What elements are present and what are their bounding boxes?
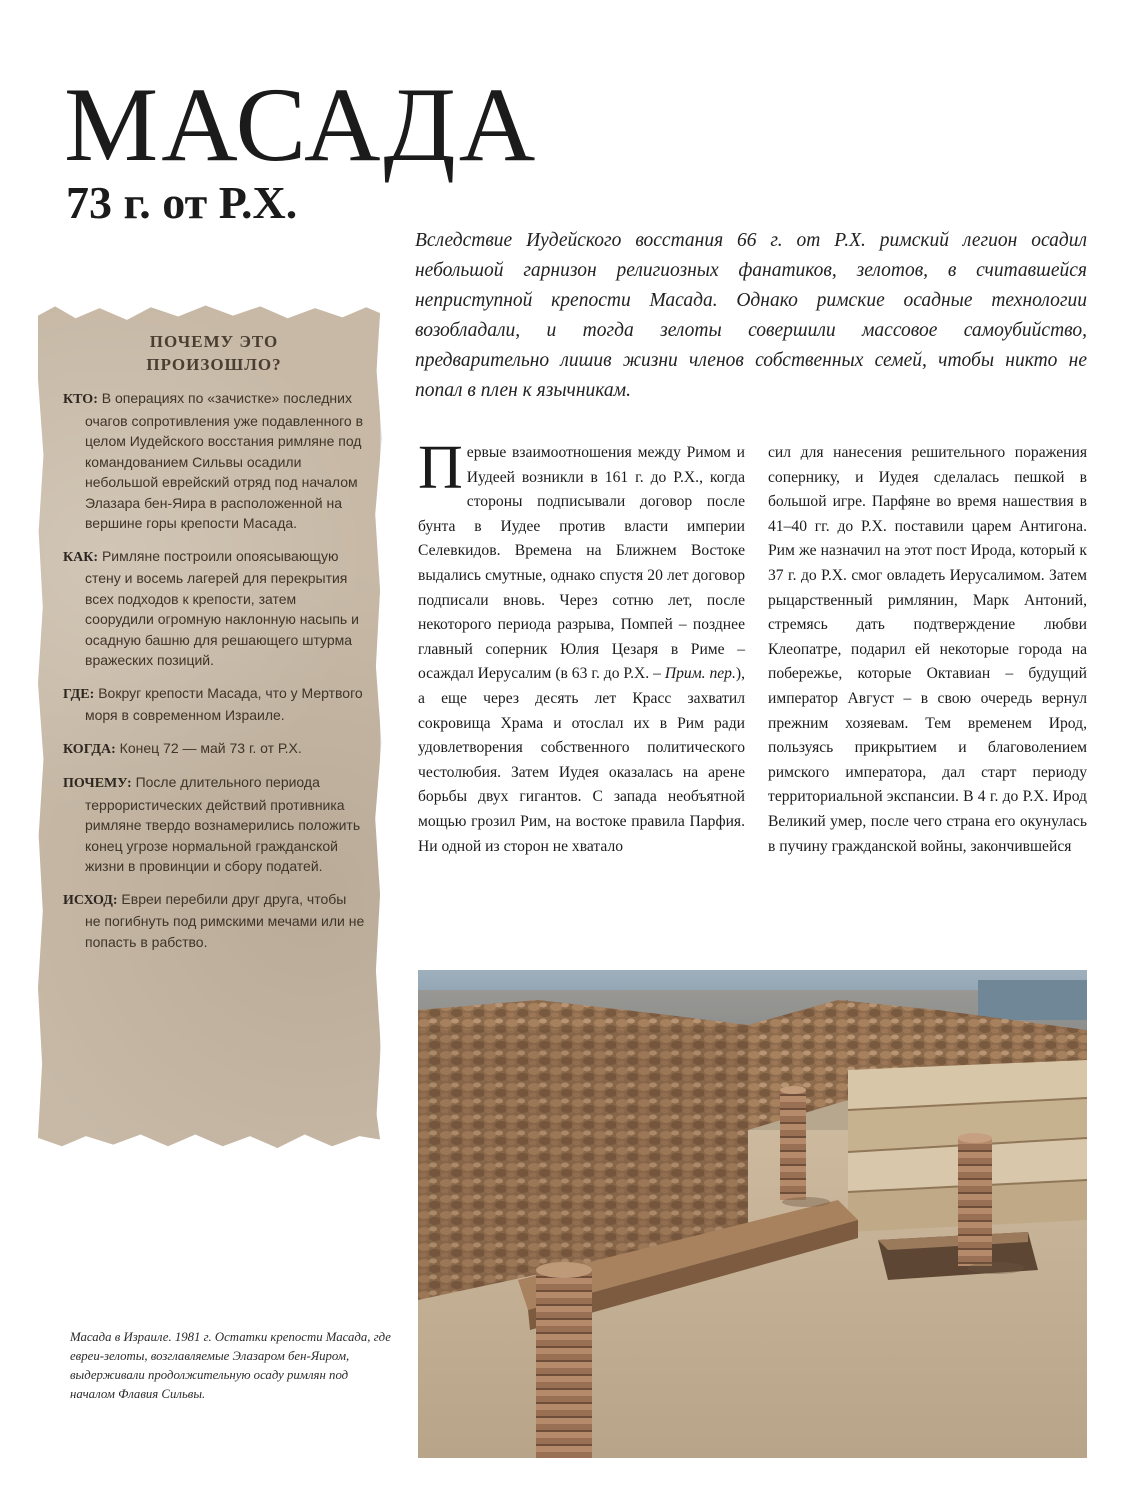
sidebar-text: В операциях по «зачистке» последних очагов сопротивления уже подавленного в целом Иудейского восстания римляне под командованием Сильвы осадили небольшой еврейский отряд под началом Элазара бен-Яира в расположенной на вершине горы крепости Масада.	[85, 390, 364, 531]
sidebar-text: Конец 72 — май 73 г. от Р.Х.	[119, 739, 302, 756]
page-subtitle: 73 г. от Р.Х.	[66, 177, 298, 228]
masada-ruins-photo	[418, 970, 1087, 1458]
page-title: МАСАДА	[64, 66, 539, 183]
sidebar-why-it-happened	[63, 330, 365, 964]
sidebar-text: После длительного периода террористических действий противника римляне твердо вознамерились положить конец угрозе нормальной гражданской жизни в провинции и сбору податей.	[85, 774, 361, 874]
sidebar-text: Вокруг крепости Масада, что у Мертвого моря в современном Израиле.	[85, 684, 363, 723]
sidebar-label: КОГДА:	[63, 741, 116, 757]
sidebar-label: КАК:	[63, 549, 99, 565]
photo-illustration	[418, 970, 1087, 1458]
sidebar-label: КТО:	[63, 392, 98, 407]
sidebar-label: ИСХОД:	[63, 892, 118, 908]
body-text: ), а еще через десять лет Красс захватил сокровища Храма и отослал их в Рим ради удовлетворения собственного политического честолюбия. Затем Иудея оказалась на арене борьбы двух гигантов. С запада необъятной мощью грозил Рим, на востоке правила Парфия. Ни одной из сторон не хватало	[418, 665, 745, 855]
sidebar-text: Римляне построили опоясывающую стену и восемь лагерей для перекрытия всех подходов к крепости, затем соорудили огромную наклонную насыпь и осадную башню для решающего штурма вражеских позиций.	[85, 547, 359, 668]
drop-cap: П	[418, 434, 463, 502]
sidebar-item-who	[63, 388, 365, 534]
translator-note: Прим. пер.	[664, 665, 736, 683]
sidebar-label: ГДЕ:	[63, 686, 95, 702]
sidebar-item-outcome	[63, 889, 365, 953]
body-text: ервые взаимоотношения между Римом и Иудеей возникли в 161 г. до Р.Х., когда стороны подписывали договор после бунта в Иудее против власти империи Селевкидов. Времена на Ближнем Востоке выдались смутные, однако спустя 20 лет договор подписали вновь. Через сотню лет, после некоторого периода разрыва, Помпей – позднее главный соперник Юлия Цезаря в Риме – осаждал Иерусалим (в 63 г. до Р.Х. –	[418, 444, 745, 683]
sidebar-item-why	[63, 772, 365, 877]
sidebar-item-when	[63, 738, 365, 761]
intro-paragraph: Вследствие Иудейского восстания 66 г. от Р.Х. римский легион осадил небольшой гарнизон религиозных фанатиков, зелотов, в считавшейся неприступной крепости Масада. Однако римские осадные технологии возобладали, и тогда зелоты совершили массовое самоубийство, предварительно лишив жизни членов собственных семей, чтобы никто не попал в плен к язычникам.	[415, 230, 1087, 401]
sidebar-item-how	[63, 546, 365, 671]
photo-caption: Масада в Израиле. 1981 г. Остатки крепости Масада, где евреи-зелоты, возглавляемые Элазаром бен-Яиром, выдерживали продолжительную осаду римлян под началом Флавия Сильвы.	[70, 1330, 391, 1401]
sidebar-text: Евреи перебили друг друга, чтобы не погибнуть под римскими мечами или не попасть в рабство.	[85, 890, 365, 950]
sidebar-title: ПОЧЕМУ ЭТО ПРОИЗОШЛО?	[146, 332, 282, 374]
body-column-1	[418, 434, 745, 859]
sidebar-label: ПОЧЕМУ:	[63, 776, 132, 791]
body-column-2: сил для нанесения решительного поражения сопернику, и Иудея сделалась пешкой в большой игре. Парфяне во время нашествия в 41–40 гг. до Р.Х. поставили царем Антигона. Рим же назначил на этот пост Ирода, который к 37 г. до Р.Х. смог овладеть Иерусалимом. Затем рыцарственный римлянин, Марк Антоний, стремясь дать подтверждение любви Клеопатре, подарил ей некоторые города на побережье, которые Октавиан – будущий император Август – в свою очередь вернул прежним хозяевам. Тем временем Ирод, пользуясь прикрытием и благоволением римского императора, дал старт периоду территориальной экспансии. В 4 г. до Р.Х. Ирод Великий умер, после чего страна его окунулась в пучину гражданской войны, закончившейся	[768, 444, 1087, 855]
sidebar-item-where	[63, 683, 365, 726]
